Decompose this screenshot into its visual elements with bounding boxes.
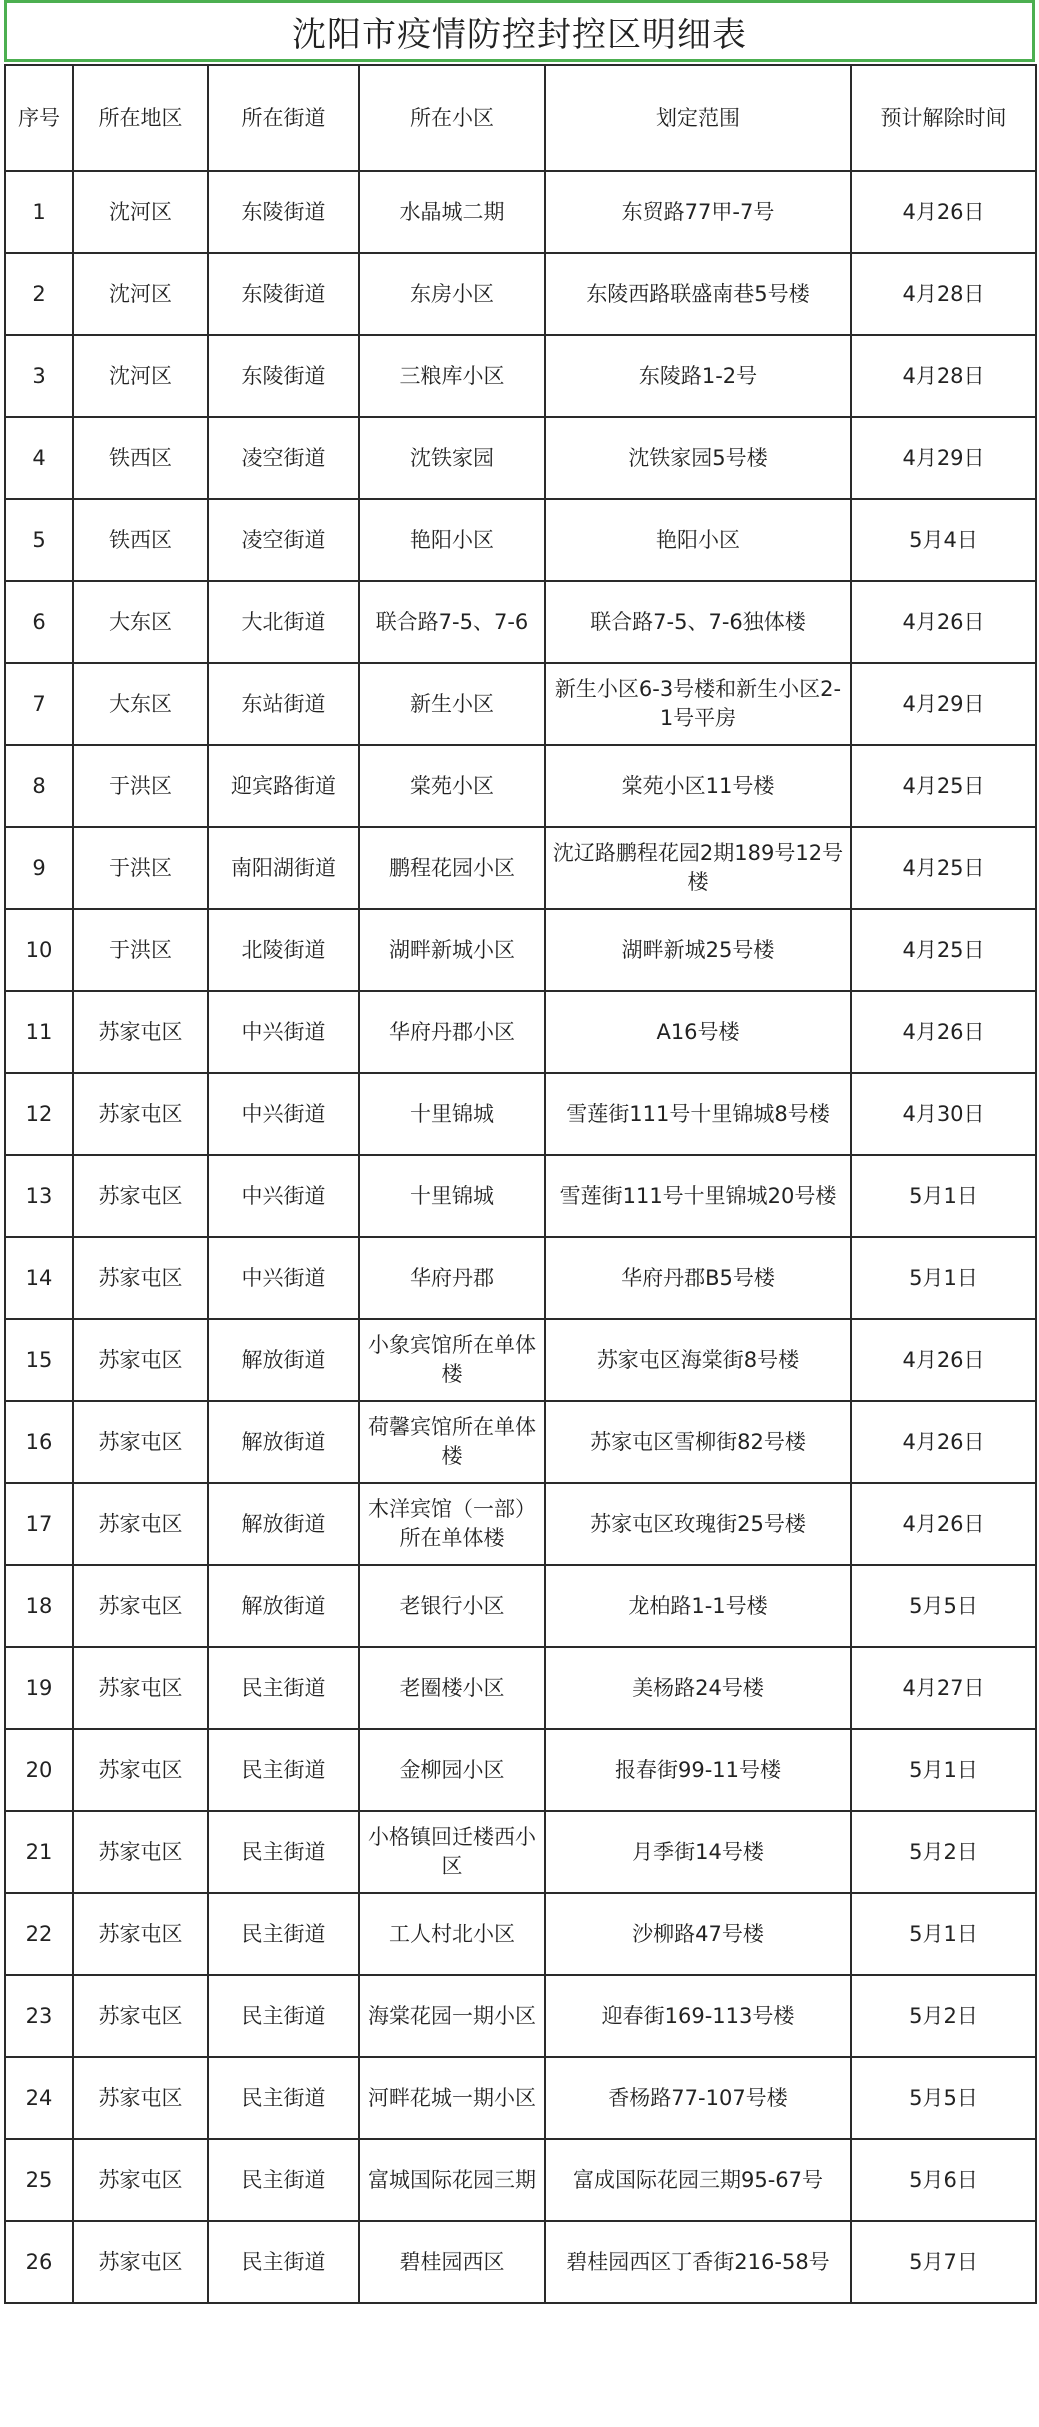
table-row	[5, 745, 1036, 827]
seq-cell: 9	[5, 827, 73, 909]
header-range: 划定范围	[545, 65, 851, 171]
table-row	[5, 1811, 1036, 1893]
community-cell: 荷馨宾馆所在单体楼	[359, 1401, 545, 1483]
community-cell: 老银行小区	[359, 1565, 545, 1647]
community-cell: 沈铁家园	[359, 417, 545, 499]
seq-cell: 1	[5, 171, 73, 253]
street-cell: 北陵街道	[208, 909, 359, 991]
community-cell: 联合路7-5、7-6	[359, 581, 545, 663]
range-cell: 雪莲街111号十里锦城8号楼	[545, 1073, 851, 1155]
street-cell: 东陵街道	[208, 335, 359, 417]
range-cell: 沙柳路47号楼	[545, 1893, 851, 1975]
date-cell: 4月26日	[851, 991, 1036, 1073]
table-body	[5, 171, 1036, 2303]
table-row	[5, 1565, 1036, 1647]
street-cell: 民主街道	[208, 1647, 359, 1729]
header-street: 所在街道	[208, 65, 359, 171]
date-cell: 5月4日	[851, 499, 1036, 581]
range-cell: 华府丹郡B5号楼	[545, 1237, 851, 1319]
range-cell: 美杨路24号楼	[545, 1647, 851, 1729]
seq-cell: 2	[5, 253, 73, 335]
table-row	[5, 253, 1036, 335]
table-row	[5, 499, 1036, 581]
table-row	[5, 909, 1036, 991]
table-row	[5, 827, 1036, 909]
header-date: 预计解除时间	[851, 65, 1036, 171]
date-cell: 5月2日	[851, 1811, 1036, 1893]
date-cell: 4月26日	[851, 1483, 1036, 1565]
community-cell: 河畔花城一期小区	[359, 2057, 545, 2139]
date-cell: 4月28日	[851, 253, 1036, 335]
range-cell: 苏家屯区玫瑰街25号楼	[545, 1483, 851, 1565]
seq-cell: 19	[5, 1647, 73, 1729]
table-row	[5, 1237, 1036, 1319]
seq-cell: 8	[5, 745, 73, 827]
street-cell: 中兴街道	[208, 1155, 359, 1237]
community-cell: 小格镇回迁楼西小区	[359, 1811, 545, 1893]
street-cell: 解放街道	[208, 1483, 359, 1565]
community-cell: 十里锦城	[359, 1155, 545, 1237]
range-cell: 月季街14号楼	[545, 1811, 851, 1893]
date-cell: 4月25日	[851, 909, 1036, 991]
table-row	[5, 1647, 1036, 1729]
seq-cell: 20	[5, 1729, 73, 1811]
street-cell: 解放街道	[208, 1565, 359, 1647]
district-cell: 苏家屯区	[73, 991, 208, 1073]
seq-cell: 22	[5, 1893, 73, 1975]
seq-cell: 26	[5, 2221, 73, 2303]
table-row	[5, 991, 1036, 1073]
date-cell: 4月26日	[851, 581, 1036, 663]
date-cell: 5月5日	[851, 2057, 1036, 2139]
date-cell: 5月1日	[851, 1237, 1036, 1319]
district-cell: 沈河区	[73, 171, 208, 253]
community-cell: 富城国际花园三期	[359, 2139, 545, 2221]
range-cell: 富成国际花园三期95-67号	[545, 2139, 851, 2221]
street-cell: 民主街道	[208, 2139, 359, 2221]
seq-cell: 24	[5, 2057, 73, 2139]
date-cell: 4月30日	[851, 1073, 1036, 1155]
header-community: 所在小区	[359, 65, 545, 171]
date-cell: 4月28日	[851, 335, 1036, 417]
district-cell: 苏家屯区	[73, 1073, 208, 1155]
range-cell: 香杨路77-107号楼	[545, 2057, 851, 2139]
date-cell: 5月1日	[851, 1729, 1036, 1811]
district-cell: 苏家屯区	[73, 2139, 208, 2221]
table-row	[5, 1975, 1036, 2057]
table-row	[5, 2057, 1036, 2139]
seq-cell: 11	[5, 991, 73, 1073]
street-cell: 解放街道	[208, 1401, 359, 1483]
seq-cell: 25	[5, 2139, 73, 2221]
range-cell: 龙柏路1-1号楼	[545, 1565, 851, 1647]
district-cell: 苏家屯区	[73, 1401, 208, 1483]
street-cell: 民主街道	[208, 1729, 359, 1811]
table-row	[5, 1483, 1036, 1565]
district-cell: 苏家屯区	[73, 1155, 208, 1237]
date-cell: 5月7日	[851, 2221, 1036, 2303]
table-row	[5, 1155, 1036, 1237]
seq-cell: 18	[5, 1565, 73, 1647]
date-cell: 4月29日	[851, 417, 1036, 499]
table-row	[5, 1729, 1036, 1811]
range-cell: 东陵西路联盛南巷5号楼	[545, 253, 851, 335]
seq-cell: 14	[5, 1237, 73, 1319]
date-cell: 4月25日	[851, 827, 1036, 909]
street-cell: 中兴街道	[208, 1237, 359, 1319]
range-cell: 迎春街169-113号楼	[545, 1975, 851, 2057]
street-cell: 中兴街道	[208, 991, 359, 1073]
district-cell: 苏家屯区	[73, 2221, 208, 2303]
street-cell: 南阳湖街道	[208, 827, 359, 909]
street-cell: 大北街道	[208, 581, 359, 663]
district-cell: 于洪区	[73, 909, 208, 991]
street-cell: 民主街道	[208, 2057, 359, 2139]
seq-cell: 15	[5, 1319, 73, 1401]
street-cell: 东陵街道	[208, 171, 359, 253]
date-cell: 4月29日	[851, 663, 1036, 745]
seq-cell: 23	[5, 1975, 73, 2057]
date-cell: 4月26日	[851, 1319, 1036, 1401]
range-cell: A16号楼	[545, 991, 851, 1073]
street-cell: 迎宾路街道	[208, 745, 359, 827]
seq-cell: 17	[5, 1483, 73, 1565]
table-title: 沈阳市疫情防控封控区明细表	[292, 14, 747, 55]
community-cell: 水晶城二期	[359, 171, 545, 253]
community-cell: 鹏程花园小区	[359, 827, 545, 909]
range-cell: 碧桂园西区丁香街216-58号	[545, 2221, 851, 2303]
table-row	[5, 171, 1036, 253]
street-cell: 民主街道	[208, 1893, 359, 1975]
table-row	[5, 417, 1036, 499]
date-cell: 5月6日	[851, 2139, 1036, 2221]
range-cell: 沈辽路鹏程花园2期189号12号楼	[545, 827, 851, 909]
district-cell: 苏家屯区	[73, 1319, 208, 1401]
community-cell: 十里锦城	[359, 1073, 545, 1155]
table-row	[5, 2221, 1036, 2303]
community-cell: 小象宾馆所在单体楼	[359, 1319, 545, 1401]
date-cell: 5月1日	[851, 1155, 1036, 1237]
range-cell: 苏家屯区雪柳街82号楼	[545, 1401, 851, 1483]
table-row	[5, 1073, 1036, 1155]
range-cell: 东陵路1-2号	[545, 335, 851, 417]
district-cell: 沈河区	[73, 335, 208, 417]
table-row	[5, 663, 1036, 745]
date-cell: 5月2日	[851, 1975, 1036, 2057]
community-cell: 湖畔新城小区	[359, 909, 545, 991]
seq-cell: 12	[5, 1073, 73, 1155]
range-cell: 东贸路77甲-7号	[545, 171, 851, 253]
header-seq: 序号	[5, 65, 73, 171]
street-cell: 中兴街道	[208, 1073, 359, 1155]
community-cell: 工人村北小区	[359, 1893, 545, 1975]
street-cell: 民主街道	[208, 1975, 359, 2057]
date-cell: 4月26日	[851, 1401, 1036, 1483]
district-cell: 苏家屯区	[73, 1565, 208, 1647]
community-cell: 艳阳小区	[359, 499, 545, 581]
seq-cell: 7	[5, 663, 73, 745]
range-cell: 新生小区6-3号楼和新生小区2-1号平房	[545, 663, 851, 745]
community-cell: 棠苑小区	[359, 745, 545, 827]
closure-table	[4, 64, 1037, 2304]
street-cell: 东陵街道	[208, 253, 359, 335]
district-cell: 沈河区	[73, 253, 208, 335]
street-cell: 东站街道	[208, 663, 359, 745]
range-cell: 联合路7-5、7-6独体楼	[545, 581, 851, 663]
street-cell: 民主街道	[208, 2221, 359, 2303]
date-cell: 5月5日	[851, 1565, 1036, 1647]
community-cell: 东房小区	[359, 253, 545, 335]
range-cell: 棠苑小区11号楼	[545, 745, 851, 827]
district-cell: 铁西区	[73, 499, 208, 581]
header-district: 所在地区	[73, 65, 208, 171]
street-cell: 凌空街道	[208, 417, 359, 499]
range-cell: 雪莲街111号十里锦城20号楼	[545, 1155, 851, 1237]
date-cell: 4月26日	[851, 171, 1036, 253]
table-row	[5, 1319, 1036, 1401]
district-cell: 苏家屯区	[73, 1483, 208, 1565]
community-cell: 华府丹郡	[359, 1237, 545, 1319]
district-cell: 铁西区	[73, 417, 208, 499]
community-cell: 三粮库小区	[359, 335, 545, 417]
table-row	[5, 335, 1036, 417]
seq-cell: 6	[5, 581, 73, 663]
district-cell: 苏家屯区	[73, 2057, 208, 2139]
community-cell: 新生小区	[359, 663, 545, 745]
district-cell: 苏家屯区	[73, 1729, 208, 1811]
table-row	[5, 2139, 1036, 2221]
district-cell: 于洪区	[73, 827, 208, 909]
seq-cell: 5	[5, 499, 73, 581]
table-row	[5, 1893, 1036, 1975]
header-row	[5, 65, 1036, 171]
date-cell: 4月25日	[851, 745, 1036, 827]
table-row	[5, 1401, 1036, 1483]
seq-cell: 10	[5, 909, 73, 991]
range-cell: 报春街99-11号楼	[545, 1729, 851, 1811]
community-cell: 木洋宾馆（一部）所在单体楼	[359, 1483, 545, 1565]
community-cell: 华府丹郡小区	[359, 991, 545, 1073]
range-cell: 苏家屯区海棠街8号楼	[545, 1319, 851, 1401]
street-cell: 凌空街道	[208, 499, 359, 581]
district-cell: 苏家屯区	[73, 1811, 208, 1893]
range-cell: 湖畔新城25号楼	[545, 909, 851, 991]
district-cell: 于洪区	[73, 745, 208, 827]
seq-cell: 16	[5, 1401, 73, 1483]
community-cell: 海棠花园一期小区	[359, 1975, 545, 2057]
community-cell: 老圈楼小区	[359, 1647, 545, 1729]
seq-cell: 3	[5, 335, 73, 417]
date-cell: 4月27日	[851, 1647, 1036, 1729]
district-cell: 苏家屯区	[73, 1893, 208, 1975]
district-cell: 苏家屯区	[73, 1237, 208, 1319]
title-bar	[4, 0, 1035, 62]
community-cell: 碧桂园西区	[359, 2221, 545, 2303]
street-cell: 民主街道	[208, 1811, 359, 1893]
district-cell: 苏家屯区	[73, 1647, 208, 1729]
seq-cell: 21	[5, 1811, 73, 1893]
range-cell: 艳阳小区	[545, 499, 851, 581]
date-cell: 5月1日	[851, 1893, 1036, 1975]
range-cell: 沈铁家园5号楼	[545, 417, 851, 499]
seq-cell: 4	[5, 417, 73, 499]
community-cell: 金柳园小区	[359, 1729, 545, 1811]
district-cell: 大东区	[73, 581, 208, 663]
district-cell: 大东区	[73, 663, 208, 745]
seq-cell: 13	[5, 1155, 73, 1237]
table-row	[5, 581, 1036, 663]
street-cell: 解放街道	[208, 1319, 359, 1401]
district-cell: 苏家屯区	[73, 1975, 208, 2057]
